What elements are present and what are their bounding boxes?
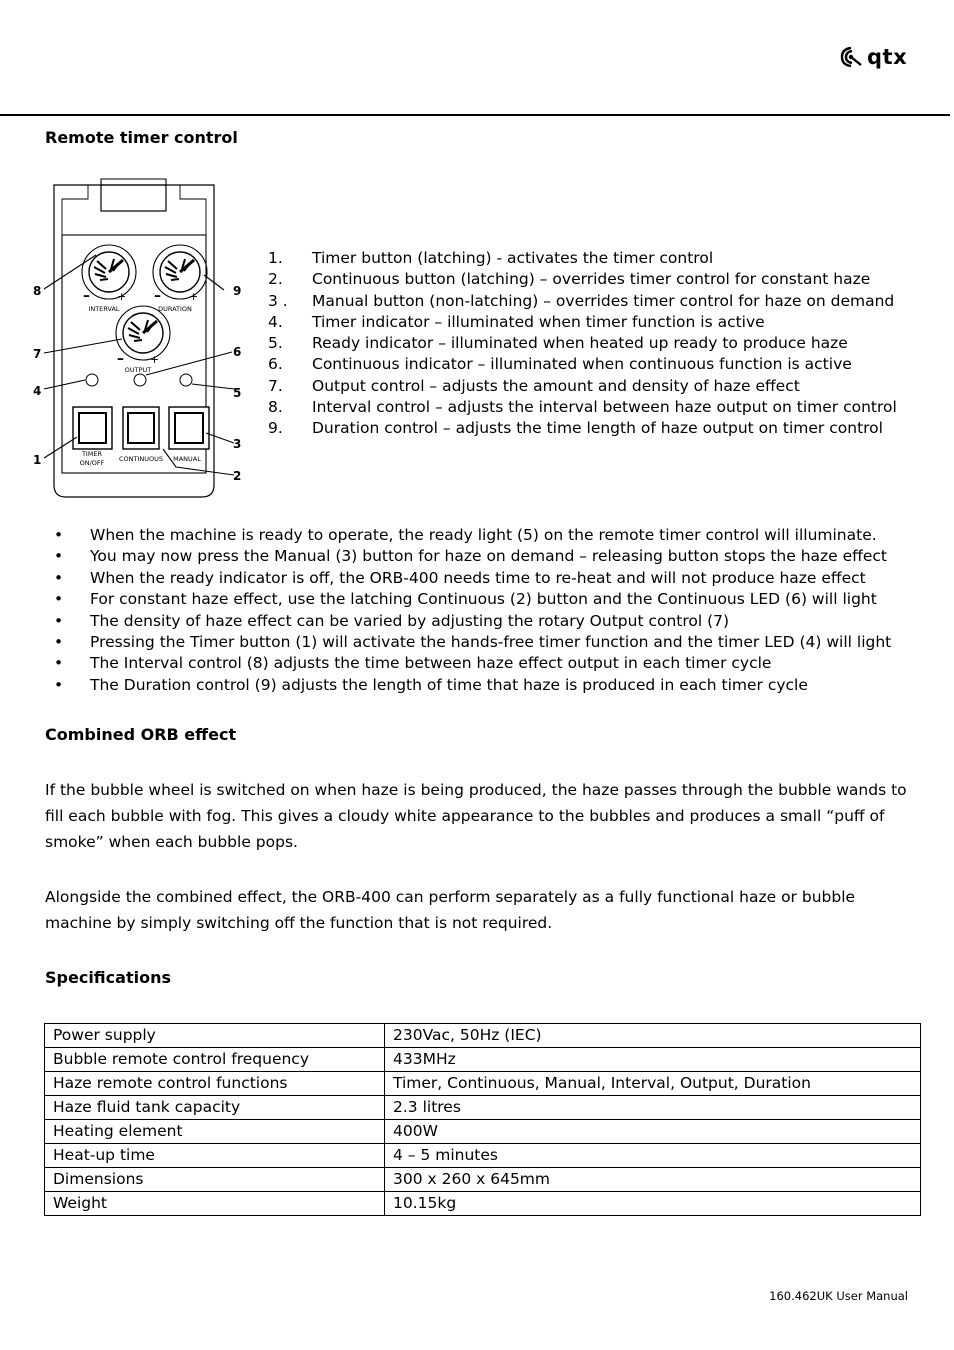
manual-button [169, 407, 209, 449]
list-item: 9. Duration control – adjusts the time length of haze output on timer control [268, 419, 883, 438]
control-list [268, 248, 897, 440]
output-label: OUTPUT [124, 366, 152, 374]
bullet-item: • The Interval control (8) adjusts the time between haze effect output in each timer cycle [54, 654, 772, 673]
callout-6: 6 [233, 345, 242, 359]
list-item: 8. Interval control – adjusts the interval between haze output on timer control [268, 398, 897, 417]
bullet-item: • When the ready indicator is off, the ORB-400 needs time to re-heat and will not produce haze effect [54, 568, 866, 587]
manual-button-label: MANUAL [173, 455, 201, 463]
bullet-item: • When the machine is ready to operate, the ready light (5) on the remote timer control will illuminate. [54, 526, 877, 544]
logo-text: qtx [867, 45, 908, 69]
ready-led [180, 374, 192, 386]
bullet-item: • You may now press the Manual (3) button for haze on demand – releasing button stops the haze effect [54, 547, 887, 566]
continuous-button-label: CONTINUOUS [118, 455, 164, 463]
continuous-button [123, 407, 159, 449]
callout-8: 8 [33, 284, 42, 298]
timer-button-label: TIMER [81, 450, 103, 458]
combined-orb-heading: Combined ORB effect [45, 725, 237, 744]
list-item: 3 . Manual button (non-latching) – overrides timer control for haze on demand [268, 291, 895, 310]
bullet-item: • The density of haze effect can be varied by adjusting the rotary Output control (7) [54, 611, 730, 630]
header-rule [0, 114, 950, 116]
qtx-logo [838, 44, 907, 70]
callout-9: 9 [233, 284, 242, 298]
bullet-item: • Pressing the Timer button (1) will activate the hands-free timer function and the timer LED (4) will light [54, 632, 892, 651]
callout-3: 3 [233, 437, 242, 451]
timer-led [86, 374, 98, 386]
output-knob [116, 306, 170, 360]
callout-7: 7 [33, 347, 42, 361]
list-item: 4. Timer indicator – illuminated when timer function is active [268, 312, 765, 331]
remote-timer-heading: Remote timer control [45, 128, 238, 147]
specifications-heading: Specifications [45, 968, 171, 987]
combined-paragraph-1: If the bubble wheel is switched on when haze is being produced, the haze passes through the bubble wands to fill each bubble with fog. This gives a cloudy white appearance to the bubbles and produces a small “puff of smoke” when each bubble pops. [45, 781, 907, 851]
remote-control-diagram [28, 175, 258, 505]
interval-label: INTERVAL [88, 305, 120, 313]
callout-5: 5 [233, 386, 242, 400]
combined-paragraph-2: Alongside the combined effect, the ORB-400 can perform separately as a fully functional haze or bubble machine by simply switching off the function that is not required. [45, 888, 856, 932]
table-row: Heat-up time 4 – 5 minutes [45, 1144, 921, 1168]
duration-label: DURATION [158, 305, 192, 313]
table-row: Haze fluid tank capacity 2.3 litres [45, 1096, 921, 1120]
callout-1: 1 [33, 453, 42, 467]
on-off-label: ON/OFF [79, 459, 105, 467]
output-plus: + [150, 353, 160, 366]
table-row: Heating element 400W [45, 1120, 921, 1144]
bullet-item: • For constant haze effect, use the latching Continuous (2) button and the Continuous LED (6) will light [54, 590, 877, 609]
qtx-logo-icon [838, 45, 864, 69]
bullet-item: • The Duration control (9) adjusts the length of time that haze is produced in each timer cycle [54, 675, 808, 694]
output-minus: – [117, 351, 124, 367]
table-row: Weight 10.15kg [45, 1192, 921, 1216]
duration-plus: + [189, 290, 199, 303]
continuous-led [134, 374, 146, 386]
usage-bullets [45, 525, 891, 696]
list-item: 7. Output control – adjusts the amount and density of haze effect [268, 376, 800, 395]
list-item: 5. Ready indicator – illuminated when heated up ready to produce haze [268, 334, 848, 353]
table-row: Dimensions 300 x 260 x 645mm [45, 1168, 921, 1192]
timer-button [73, 407, 112, 449]
callout-2: 2 [233, 469, 242, 483]
interval-knob [82, 245, 136, 299]
table-row: Bubble remote control frequency 433MHz [45, 1048, 921, 1072]
duration-knob [153, 245, 207, 299]
table-row: Haze remote control functions Timer, Continuous, Manual, Interval, Output, Duration [45, 1072, 921, 1096]
duration-minus: – [154, 288, 161, 304]
list-item: 1. Timer button (latching) - activates the timer control [268, 249, 714, 267]
interval-minus: – [83, 288, 90, 304]
interval-plus: + [117, 290, 127, 303]
callout-4: 4 [33, 384, 42, 398]
list-item: 2. Continuous button (latching) – overrides timer control for constant haze [268, 270, 871, 289]
page-footer: 160.462UK User Manual [769, 1289, 908, 1303]
table-row: Power supply 230Vac, 50Hz (IEC) [45, 1024, 921, 1048]
list-item: 6. Continuous indicator – illuminated when continuous function is active [268, 355, 852, 374]
specifications-table [44, 1023, 921, 1216]
